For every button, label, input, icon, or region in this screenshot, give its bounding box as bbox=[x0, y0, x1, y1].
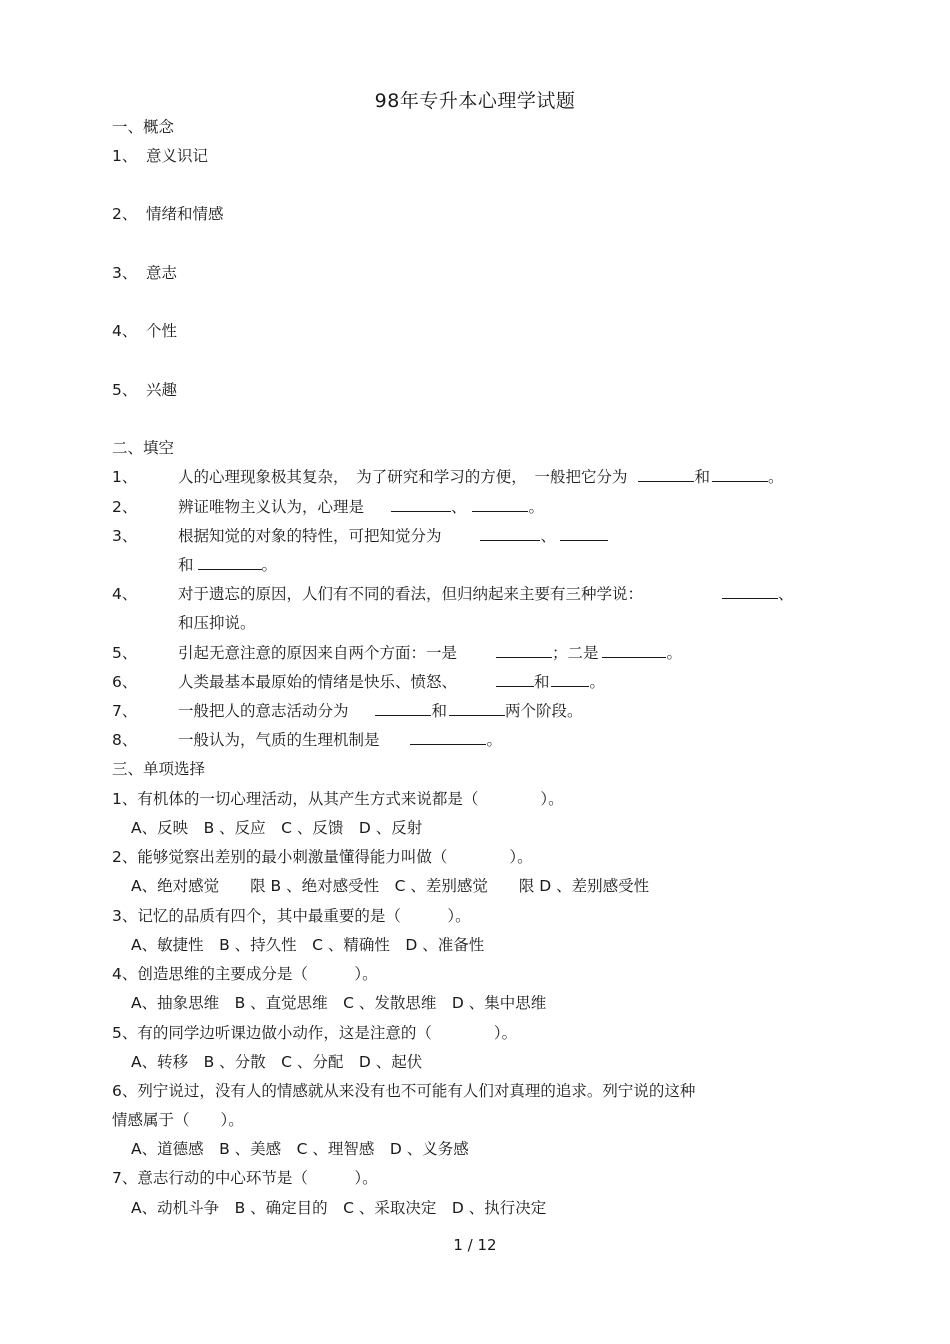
fill-blank-item: 3、 根据知觉的对象的特性，可把知觉分为 、 bbox=[112, 525, 608, 547]
fill-blank-item: 6、 人类最基本最原始的情绪是快乐、愤怒、 和 。 bbox=[112, 673, 605, 691]
answer-blank bbox=[472, 496, 528, 512]
answer-blank bbox=[638, 466, 694, 482]
answer-blank bbox=[480, 525, 540, 541]
question: 1、有机体的一切心理活动，从其产生方式来说都是（ ）。 bbox=[112, 790, 564, 808]
section-heading-concepts: 一、概念 bbox=[112, 118, 175, 136]
concept-item: 2、 情绪和情感 bbox=[112, 205, 224, 223]
answer-options: A、动机斗争 B 、确定目的 C 、采取决定 D 、执行决定 bbox=[131, 1199, 547, 1217]
fill-blank-item: 8、 一般认为，气质的生理机制是 。 bbox=[112, 731, 502, 749]
concept-item: 1、 意义识记 bbox=[112, 147, 209, 165]
question: 3、记忆的品质有四个，其中最重要的是（ ）。 bbox=[112, 907, 471, 925]
answer-blank bbox=[410, 729, 486, 745]
concept-item: 5、 兴趣 bbox=[112, 381, 178, 399]
concept-item: 3、 意志 bbox=[112, 264, 178, 282]
answer-blank bbox=[722, 583, 778, 599]
section-heading-fill-blank: 二、填空 bbox=[112, 439, 175, 457]
fill-blank-continuation: 和压抑说。 bbox=[178, 614, 256, 632]
answer-options: A、反映 B 、反应 C 、反馈 D 、反射 bbox=[131, 819, 423, 837]
concept-item: 4、 个性 bbox=[112, 322, 178, 340]
section-heading-single-choice: 三、单项选择 bbox=[112, 760, 206, 778]
question: 2、能够觉察出差别的最小刺激量懂得能力叫做（ ）。 bbox=[112, 848, 533, 866]
fill-blank-item: 5、 引起无意注意的原因来自两个方面：一是 ；二是 。 bbox=[112, 644, 682, 662]
answer-blank bbox=[449, 700, 505, 716]
answer-blank bbox=[712, 466, 768, 482]
answer-options: A、敏捷性 B 、持久性 C 、精确性 D 、准备性 bbox=[131, 936, 485, 954]
page-title: 98年专升本心理学试题 bbox=[374, 90, 576, 112]
page-number: 1 / 12 bbox=[453, 1236, 497, 1254]
answer-options: A、绝对感觉 限 B 、绝对感受性 C 、差别感觉 限 D 、差别感受性 bbox=[131, 877, 650, 895]
answer-blank bbox=[560, 525, 608, 541]
question: 7、意志行动的中心环节是（ ）。 bbox=[112, 1169, 378, 1187]
answer-blank bbox=[198, 554, 262, 570]
fill-blank-item: 7、 一般把人的意志活动分为 和 两个阶段。 bbox=[112, 702, 583, 720]
answer-blank bbox=[391, 496, 451, 512]
question: 6、列宁说过，没有人的情感就从来没有也不可能有人们对真理的追求。列宁说的这种 bbox=[112, 1082, 696, 1100]
answer-blank bbox=[496, 642, 552, 658]
answer-blank bbox=[551, 671, 589, 687]
question: 4、创造思维的主要成分是（ ）。 bbox=[112, 965, 378, 983]
answer-blank bbox=[602, 642, 666, 658]
answer-blank bbox=[496, 671, 534, 687]
fill-blank-continuation: 和 。 bbox=[178, 556, 278, 574]
question-continuation: 情感属于（ ）。 bbox=[112, 1111, 244, 1129]
answer-options: A、抽象思维 B 、直觉思维 C 、发散思维 D 、集中思维 bbox=[131, 994, 547, 1012]
answer-options: A、转移 B 、分散 C 、分配 D 、起伏 bbox=[131, 1053, 423, 1071]
fill-blank-item: 1、 人的心理现象极其复杂， 为了研究和学习的方便， 一般把它分为 和 。 bbox=[112, 468, 784, 486]
question: 5、有的同学边听课边做小动作，这是注意的（ ）。 bbox=[112, 1024, 518, 1042]
answer-blank bbox=[375, 700, 431, 716]
answer-options: A、道德感 B 、美感 C 、理智感 D 、义务感 bbox=[131, 1140, 469, 1158]
fill-blank-item: 2、 辨证唯物主义认为，心理是 、 。 bbox=[112, 498, 544, 516]
fill-blank-item: 4、 对于遗忘的原因，人们有不同的看法，但归纳起来主要有三种学说： 、 bbox=[112, 585, 794, 603]
